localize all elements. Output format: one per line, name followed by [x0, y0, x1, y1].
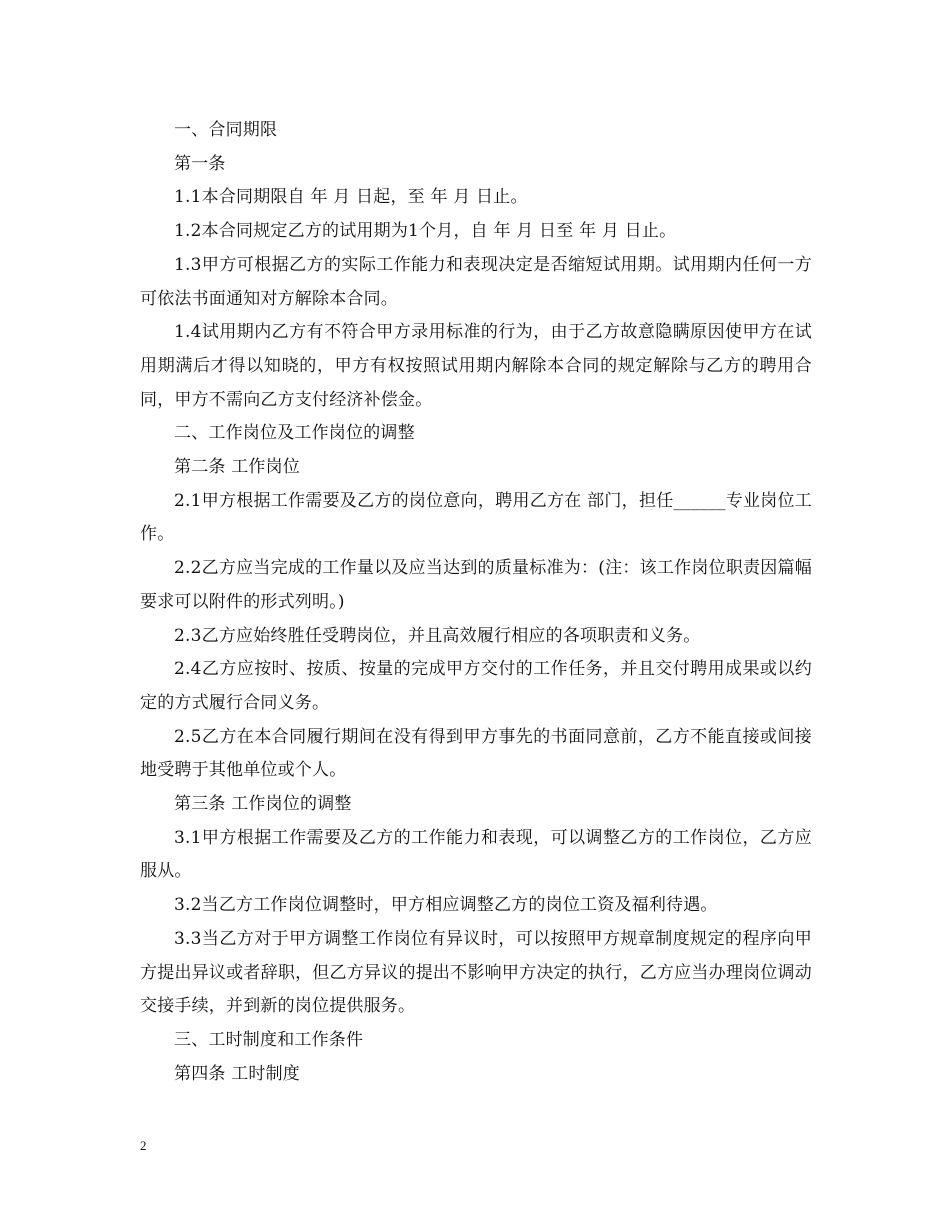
section-heading: 二、工作岗位及工作岗位的调整 — [174, 423, 415, 444]
clause-paragraph: 1.1本合同期限自 年 月 日起，至 年 月 日止。 — [174, 187, 528, 208]
clause-paragraph: 2.2乙方应当完成的工作量以及应当达到的质量标准为：(注：该工作岗位职责因篇幅要求可以附件的形式列明。) — [140, 558, 812, 612]
clause-paragraph: 1.2本合同规定乙方的试用期为1个月，自 年 月 日至 年 月 日止。 — [174, 221, 677, 242]
clause-paragraph: 1.4试用期内乙方有不符合甲方录用标准的行为，由于乙方故意隐瞒原因使甲方在试用期满后才得以知晓的，甲方有权按照试用期内解除本合同的规定解除与乙方的聘用合同，甲方不需向乙方支付经济补偿金。 — [140, 322, 812, 410]
clause-paragraph: 2.3乙方应始终胜任受聘岗位，并且高效履行相应的各项职责和义务。 — [174, 625, 701, 646]
article-heading: 第四条 工时制度 — [174, 1063, 301, 1084]
clause-paragraph: 2.4乙方应按时、按质、按量的完成甲方交付的工作任务，并且交付聘用成果或以约定的方式履行合同义务。 — [140, 659, 812, 713]
section-heading: 三、工时制度和工作条件 — [174, 1029, 364, 1050]
article-heading: 第二条 工作岗位 — [174, 457, 301, 478]
clause-paragraph: 3.3当乙方对于甲方调整工作岗位有异议时，可以按照甲方规章制度规定的程序向甲方提出异议或者辞职，但乙方异议的提出不影响甲方决定的执行，乙方应当办理岗位调动交接手续，并到新的岗位提供服务。 — [140, 928, 812, 1017]
clause-paragraph: 3.1甲方根据工作需要及乙方的工作能力和表现，可以调整乙方的工作岗位，乙方应服从。 — [140, 827, 812, 882]
article-heading: 第三条 工作岗位的调整 — [174, 794, 352, 815]
document-body — [140, 114, 812, 1091]
clause-paragraph: 2.1甲方根据工作需要及乙方的岗位意向，聘用乙方在 部门，担任______专业岗位工作。 — [140, 490, 812, 545]
clause-paragraph: 3.2当乙方工作岗位调整时，甲方相应调整乙方的岗位工资及福利待遇。 — [174, 895, 718, 916]
article-heading: 第一条 — [174, 153, 226, 174]
clause-paragraph: 2.5乙方在本合同履行期间在没有得到甲方事先的书面同意前，乙方不能直接或间接地受聘于其他单位或个人。 — [140, 726, 812, 781]
page-number: 2 — [140, 1138, 147, 1153]
clause-paragraph: 1.3甲方可根据乙方的实际工作能力和表现决定是否缩短试用期。试用期内任何一方可依法书面通知对方解除本合同。 — [140, 254, 812, 309]
section-heading: 一、合同期限 — [174, 120, 278, 140]
